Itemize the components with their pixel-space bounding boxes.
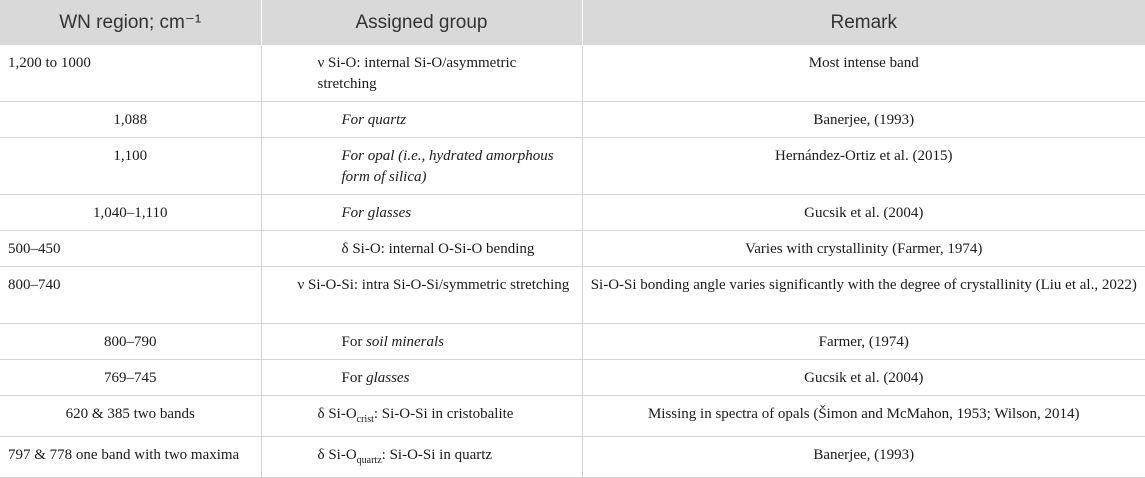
header-wn-region: WN region; cm⁻¹ [0,0,261,45]
remark-cell: Farmer, (1974) [582,324,1145,360]
remark-cell: Banerjee, (1993) [582,437,1145,478]
group-suffix: : Si-O-Si in quartz [381,447,493,463]
table-body [0,45,1145,478]
remark-cell: Missing in spectra of opals (Šimon and McMahon, 1953; Wilson, 2014) [582,396,1145,437]
group-italic: soil minerals [366,334,445,350]
wn-cell: 797 & 778 one band with two maxima [0,437,261,478]
wn-cell: 1,088 [0,102,261,138]
table-row [0,138,1145,195]
table-header [0,0,1145,45]
wn-cell: 1,100 [0,138,261,195]
group-suffix: : Si-O-Si in cristobalite [373,406,514,422]
wn-cell: 1,200 to 1000 [0,45,261,102]
remark-cell: Varies with crystallinity (Farmer, 1974) [582,231,1145,267]
group-prefix: For [341,334,367,350]
table-row [0,360,1145,396]
group-prefix: δ Si-O [317,406,357,422]
table-row [0,324,1145,360]
table-row [0,231,1145,267]
group-cell [261,437,582,478]
table-row [0,195,1145,231]
remark-cell: Gucsik et al. (2004) [582,195,1145,231]
table-row [0,45,1145,102]
header-assigned-group: Assigned group [261,0,582,45]
wn-cell: 620 & 385 two bands [0,396,261,437]
group-prefix: For [341,370,367,386]
group-cell [261,360,582,396]
group-cell: δ Si-O: internal O-Si-O bending [261,231,582,267]
group-cell [261,396,582,437]
group-prefix: δ Si-O [317,447,357,463]
table-row [0,102,1145,138]
group-subscript: quartz [356,455,382,466]
table-row [0,267,1145,324]
remark-cell: Banerjee, (1993) [582,102,1145,138]
group-cell: For opal (i.e., hydrated amorphous form of silica) [261,138,582,195]
group-cell [261,324,582,360]
header-remark: Remark [582,0,1145,45]
remark-cell: Si-O-Si bonding angle varies significantly with the degree of crystallinity (Liu et al., 2022) [582,267,1145,324]
remark-cell: Hernández-Ortiz et al. (2015) [582,138,1145,195]
table-row [0,396,1145,437]
wn-cell: 800–740 [0,267,261,324]
wn-cell: 500–450 [0,231,261,267]
group-italic: glasses [366,370,410,386]
group-cell: For glasses [261,195,582,231]
wn-cell: 1,040–1,110 [0,195,261,231]
wn-cell: 800–790 [0,324,261,360]
group-subscript: crist [356,414,374,425]
group-cell: ν Si-O: internal Si-O/asymmetric stretching [261,45,582,102]
group-cell: ν Si-O-Si: intra Si-O-Si/symmetric stretching [261,267,582,324]
group-cell: For quartz [261,102,582,138]
remark-cell: Gucsik et al. (2004) [582,360,1145,396]
wn-cell: 769–745 [0,360,261,396]
table-row [0,437,1145,478]
remark-cell: Most intense band [582,45,1145,102]
